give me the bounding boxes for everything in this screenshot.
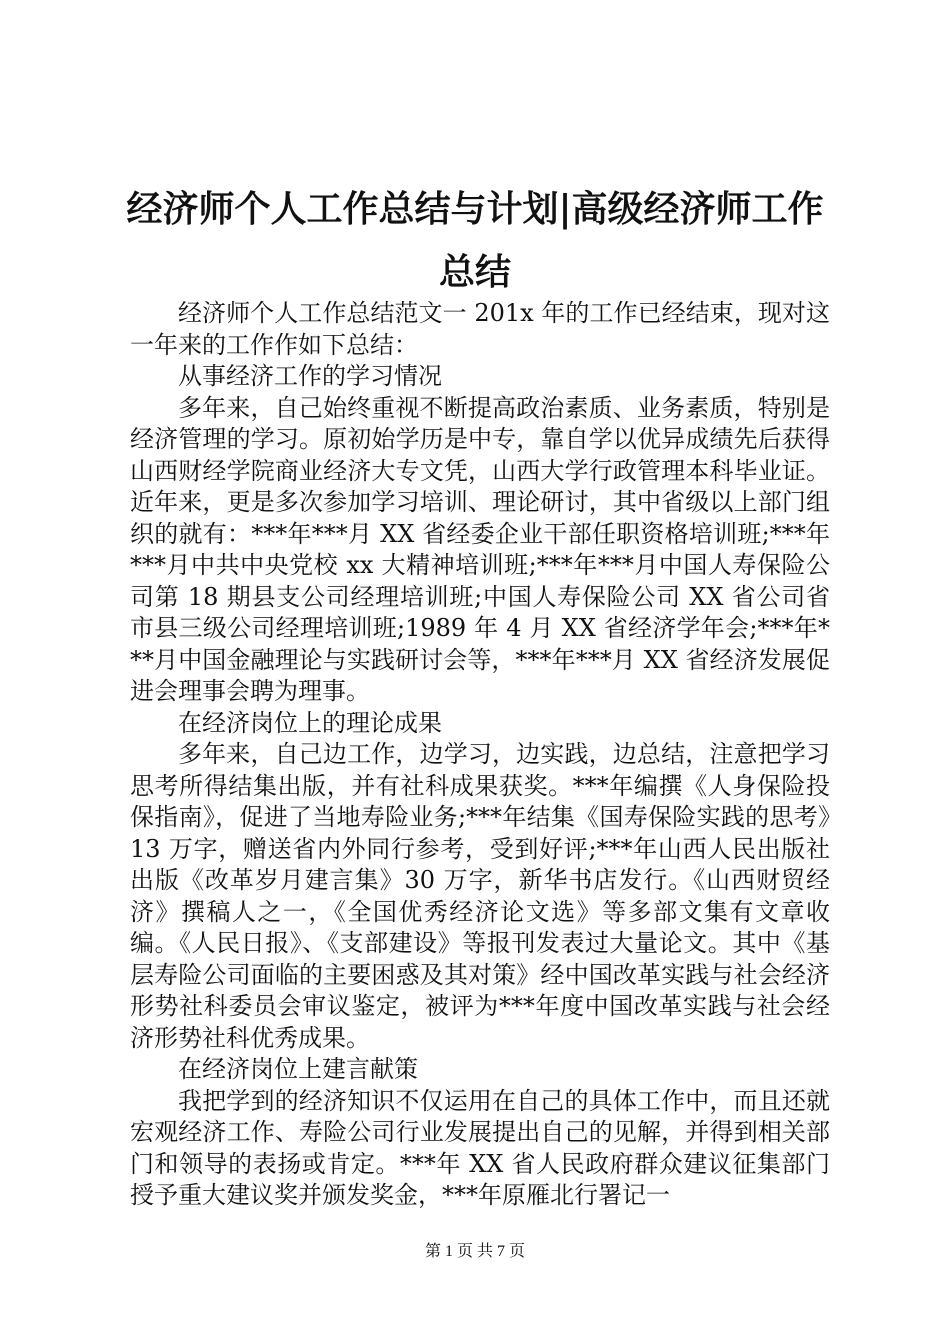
page-number-footer: 第 1 页 共 7 页 [424, 1243, 525, 1260]
document-body [130, 298, 830, 1212]
paragraph-advice: 我把学到的经济知识不仅运用在自己的具体工作中，而且还就宏观经济工作、寿险公司行业发展提出自己的见解，并得到相关部门和领导的表扬或肯定。***年 XX 省人民政府群众建议征集部门授予重大建议奖并颁发奖金，***年原雁北行署记一 [130, 1086, 830, 1209]
paragraph-intro: 经济师个人工作总结范文一 201x 年的工作已经结束，现对这一年来的工作作如下总结： [130, 299, 830, 359]
paragraph-theory: 多年来，自己边工作，边学习，边实践，边总结，注意把学习思考所得结集出版，并有社科成果获奖。***年编撰《人身保险投保指南》，促进了当地寿险业务;***年结集《国寿保险实践的思考》13 万字，赠送省内外同行参考，受到好评;***年山西人民出版社出版《改革岁月建言集》30 万字，新华书店发行。《山西财贸经济》撰稿人之一，《全国优秀经济论文选》等多部文集有文章收编。《人民日报》、《支部建设》等报刊发表过大量论文。其中《基层寿险公司面临的主要困惑及其对策》经中国改革实践与社会经济形势社科委员会审议鉴定，被评为***年度中国改革实践与社会经济形势社科优秀成果。 [130, 740, 830, 1052]
document-title: 经济师个人工作总结与计划|高级经济师工作总结 [126, 188, 824, 293]
paragraph-study: 多年来，自己始终重视不断提高政治素质、业务素质，特别是经济管理的学习。原初始学历是中专，靠自学以优异成绩先后获得山西财经学院商业经济大专文凭，山西大学行政管理本科毕业证。近年来，更是多次参加学习培训、理论研讨，其中省级以上部门组织的就有：***年***月 XX 省经委企业干部任职资格培训班;***年***月中共中央党校 xx 大精神培训班;***年***月中国人寿保险公司第 18 期县支公司经理培训班;中国人寿保险公司 XX 省公司省市县三级公司经理培训班;1989 年 4 月 XX 省经济学年会;***年***月中国金融理论与实践研讨会等，***年***月 XX 省经济发展促进会理事会聘为理事。 [130, 393, 830, 705]
section-heading-theory: 在经济岗位上的理论成果 [178, 708, 442, 737]
section-heading-study: 从事经济工作的学习情况 [178, 362, 442, 390]
section-heading-advice: 在经济岗位上建言献策 [178, 1055, 418, 1083]
